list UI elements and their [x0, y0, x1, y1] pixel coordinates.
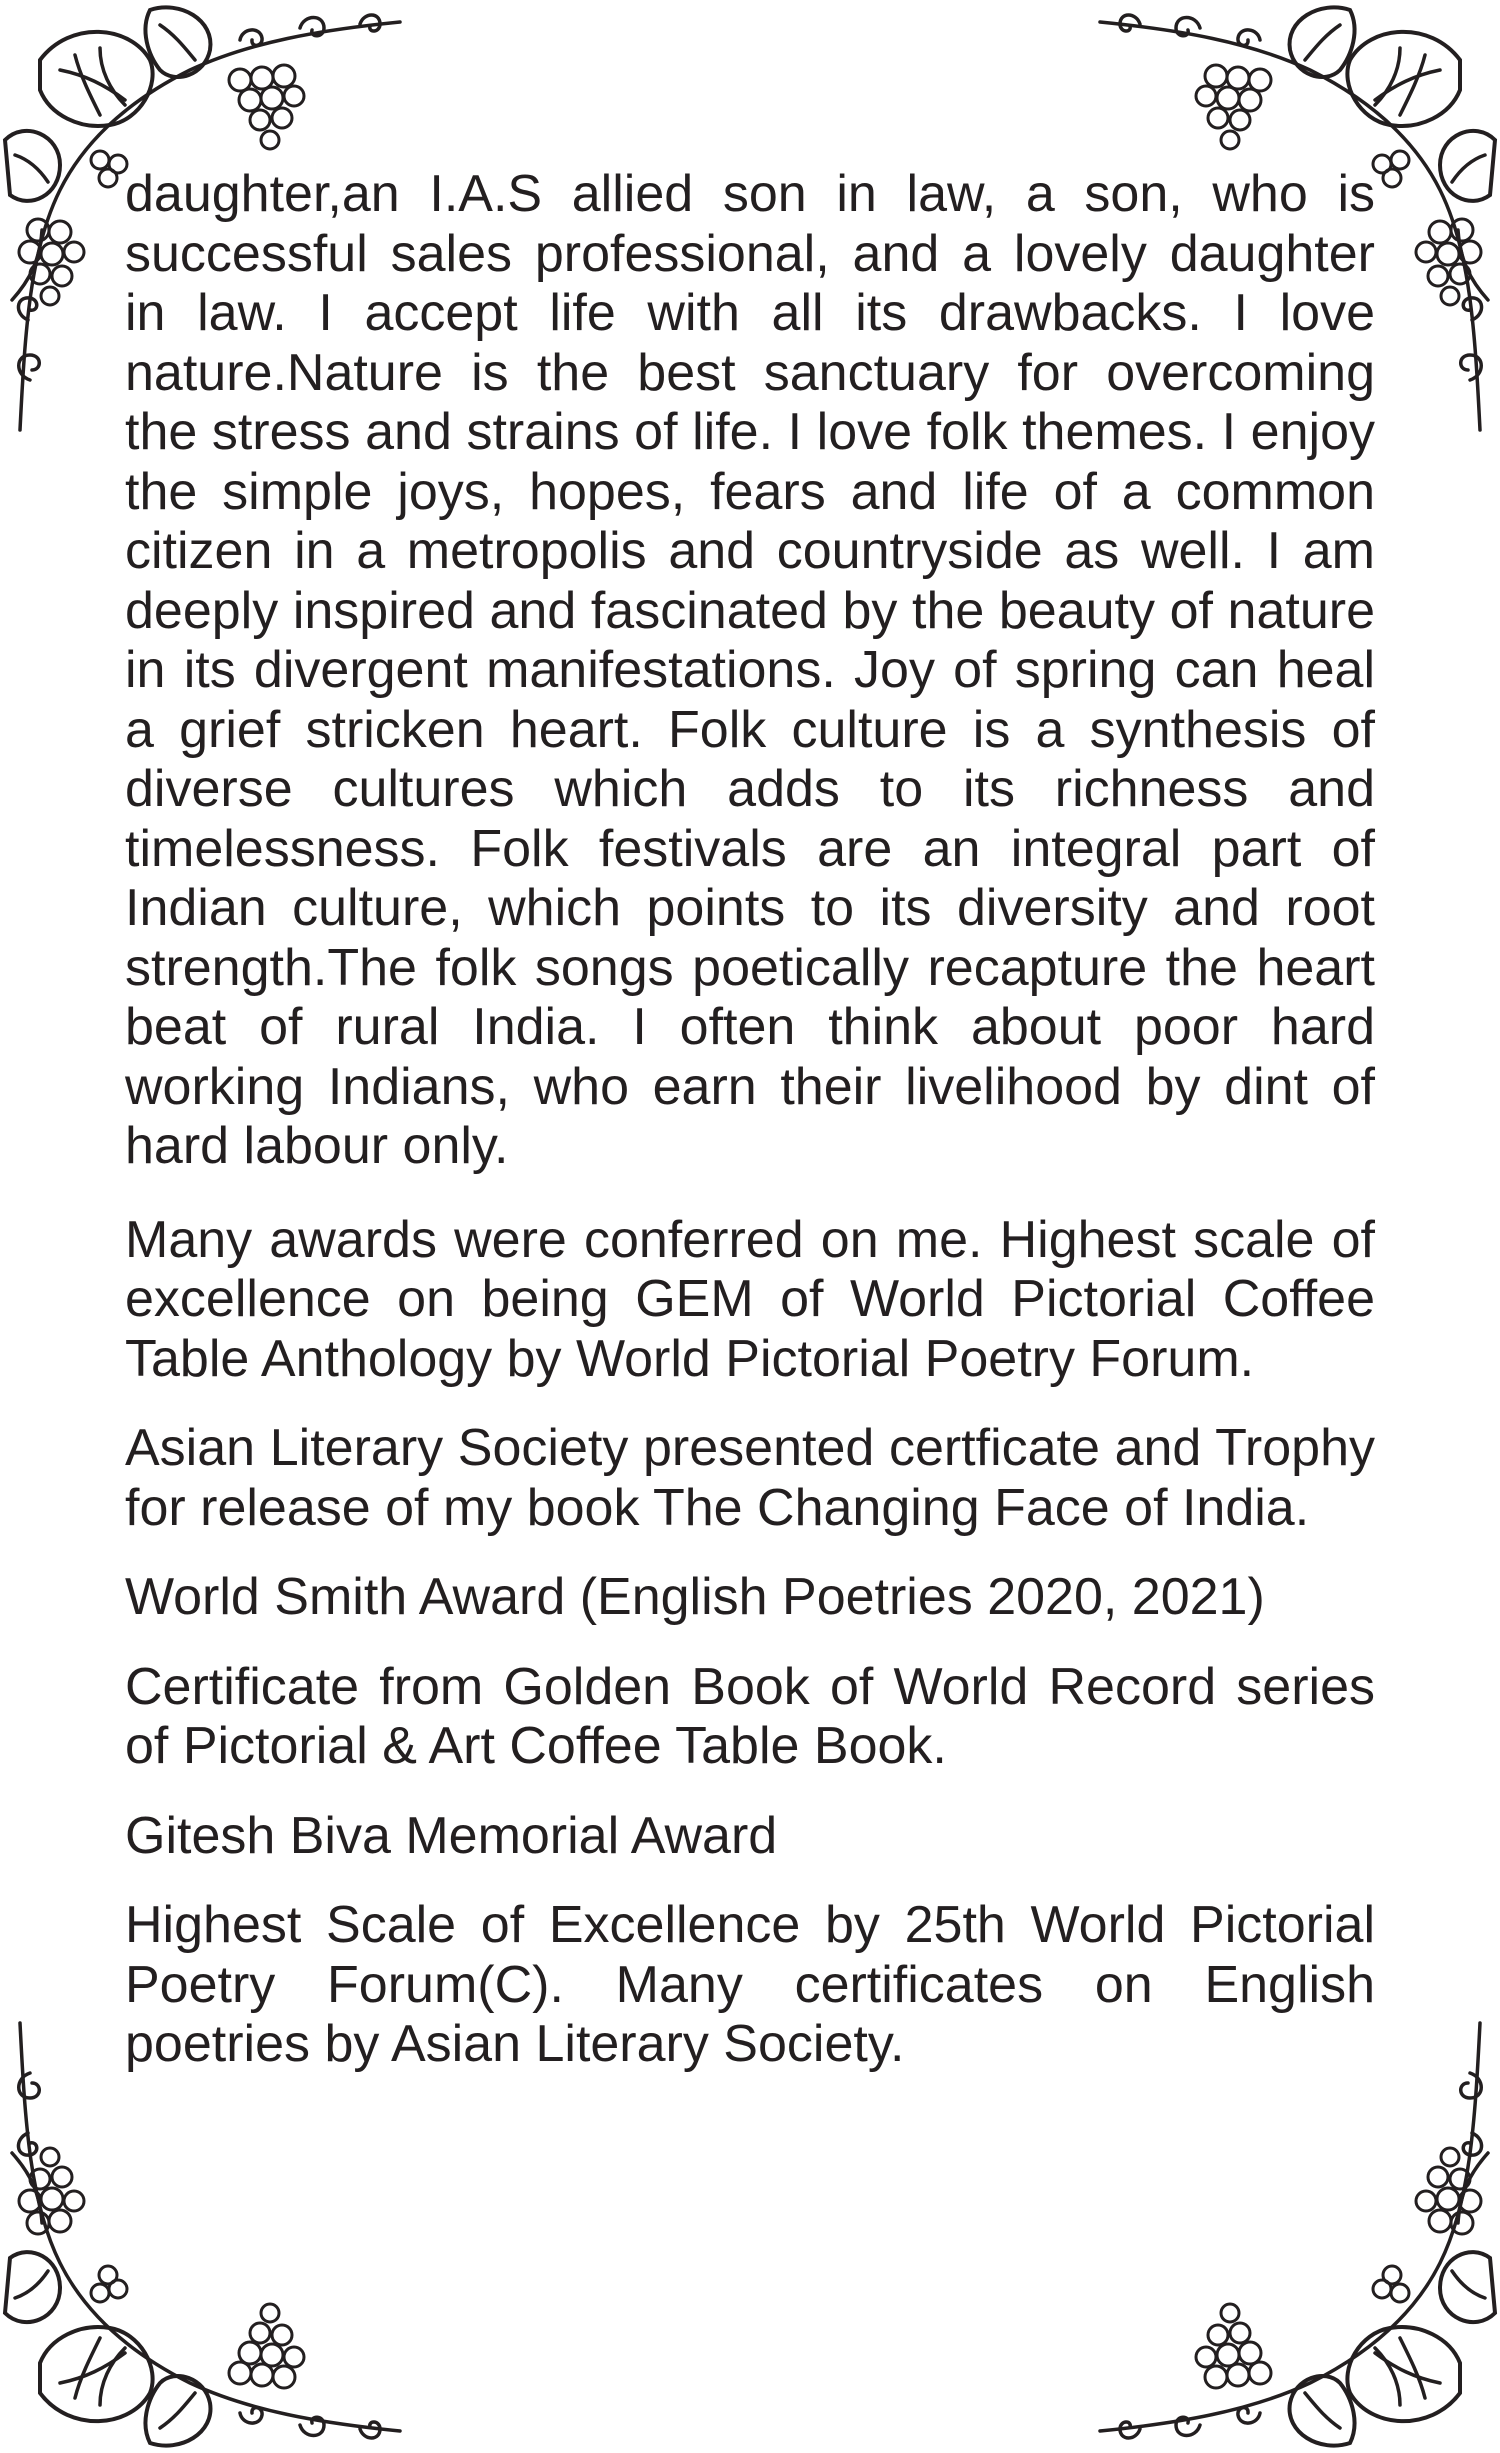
paragraph-highest-scale-excellence: Highest Scale of Excellence by 25th World Pictorial Poetry Forum(C). Many certificates on English poetries by Asian Literary Society. [125, 1896, 1375, 2073]
paragraph-world-smith-award: World Smith Award (English Poetries 2020, 2021) [125, 1568, 1265, 1626]
paragraph-awards-intro: Many awards were conferred on me. Highest scale of excellence on being GEM of World Pictorial Coffee Table Anthology by World Pictorial Poetry Forum. [125, 1210, 1375, 1388]
body-text [125, 165, 1375, 2105]
paragraph-golden-book-certificate: Certificate from Golden Book of World Record series of Pictorial & Art Coffee Table Book. [125, 1657, 1375, 1775]
paragraph-biography: daughter,an I.A.S allied son in law, a son, who is successful sales professional, and a lovely daughter in law. I accept life with all its drawbacks. I love nature.Nature is the best sanctuary for overcoming the stress and strains of life. I love folk themes. I enjoy the simple joys, hopes, fears and life of a common citizen in a metropolis and countryside as well. I am deeply inspired and fascinated by the beauty of nature in its divergent manifestations. Joy of spring can heal a grief stricken heart. Folk culture is a synthesis of diverse cultures which adds to its richness and timelessness. Folk festivals are an integral part of Indian culture, which points to its diversity and root strength.The folk songs poetically recapture the heart beat of rural India. I often think about poor hard working Indians, who earn their livelihood by dint of hard labour only. [125, 165, 1375, 1175]
paragraph-gitesh-biva-award: Gitesh Biva Memorial Award [125, 1806, 778, 1865]
paragraph-asian-literary-society: Asian Literary Society presented certficate and Trophy for release of my book The Changing Face of India. [125, 1419, 1375, 1537]
